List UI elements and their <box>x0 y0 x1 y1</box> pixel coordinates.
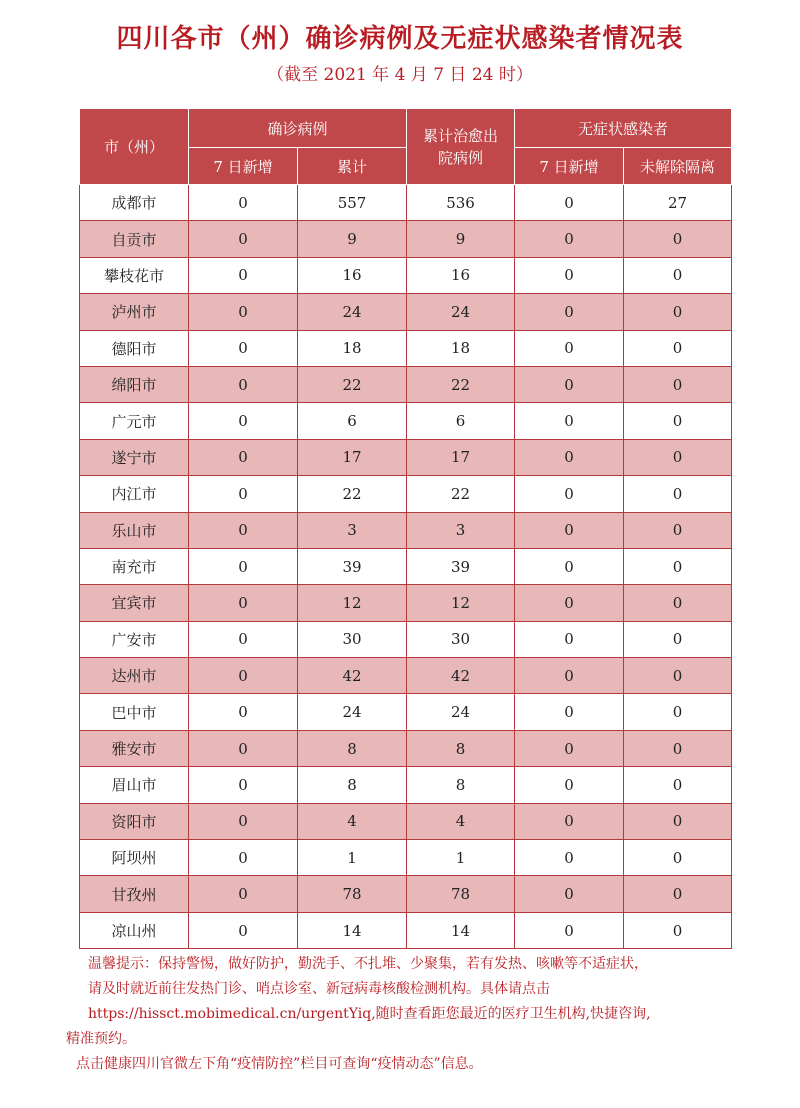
table-row <box>80 658 732 694</box>
cell-cured: 17 <box>407 439 515 475</box>
cell-cured: 18 <box>407 330 515 366</box>
cell-city: 阿坝州 <box>80 840 189 876</box>
cell-isolated: 27 <box>624 185 732 221</box>
tip-line-1: 温馨提示：保持警惕，做好防护，勤洗手、不扎堆、少聚集，若有发热、咳嗽等不适症状， <box>88 956 648 972</box>
cell-city: 宜宾市 <box>80 585 189 621</box>
header-asymptomatic: 无症状感染者 <box>515 109 732 148</box>
cell-asym-new7: 0 <box>515 185 624 221</box>
cell-total: 42 <box>298 658 407 694</box>
cell-isolated: 0 <box>624 840 732 876</box>
cell-isolated: 0 <box>624 439 732 475</box>
cell-new7: 0 <box>189 694 298 730</box>
cell-new7: 0 <box>189 366 298 402</box>
cell-total: 3 <box>298 512 407 548</box>
table-row <box>80 439 732 475</box>
cell-total: 30 <box>298 621 407 657</box>
cell-total: 14 <box>298 912 407 948</box>
cell-asym-new7: 0 <box>515 730 624 766</box>
table-body <box>80 185 732 949</box>
cell-new7: 0 <box>189 730 298 766</box>
cell-city: 广元市 <box>80 403 189 439</box>
header-city: 市（州） <box>80 109 189 185</box>
cell-isolated: 0 <box>624 767 732 803</box>
cell-cured: 14 <box>407 912 515 948</box>
cell-city: 眉山市 <box>80 767 189 803</box>
cell-asym-new7: 0 <box>515 294 624 330</box>
cell-asym-new7: 0 <box>515 439 624 475</box>
cell-isolated: 0 <box>624 658 732 694</box>
cell-new7: 0 <box>189 257 298 293</box>
table-row <box>80 366 732 402</box>
cell-total: 8 <box>298 767 407 803</box>
cell-asym-new7: 0 <box>515 621 624 657</box>
cell-new7: 0 <box>189 803 298 839</box>
cell-isolated: 0 <box>624 366 732 402</box>
cell-new7: 0 <box>189 294 298 330</box>
table-row <box>80 767 732 803</box>
cell-new7: 0 <box>189 585 298 621</box>
cell-city: 泸州市 <box>80 294 189 330</box>
cell-asym-new7: 0 <box>515 840 624 876</box>
cell-city: 巴中市 <box>80 694 189 730</box>
cell-city: 资阳市 <box>80 803 189 839</box>
cell-cured: 78 <box>407 876 515 912</box>
cell-new7: 0 <box>189 621 298 657</box>
cell-asym-new7: 0 <box>515 694 624 730</box>
cell-total: 9 <box>298 221 407 257</box>
cell-isolated: 0 <box>624 585 732 621</box>
cell-total: 557 <box>298 185 407 221</box>
table-row <box>80 876 732 912</box>
cell-asym-new7: 0 <box>515 403 624 439</box>
cell-city: 南充市 <box>80 548 189 584</box>
case-table <box>79 108 732 949</box>
table-row <box>80 840 732 876</box>
cell-city: 攀枝花市 <box>80 257 189 293</box>
cell-new7: 0 <box>189 548 298 584</box>
table-row <box>80 621 732 657</box>
cell-cured: 22 <box>407 366 515 402</box>
table-row <box>80 403 732 439</box>
cell-total: 1 <box>298 840 407 876</box>
page-title: 四川各市（州）确诊病例及无症状感染者情况表 <box>116 24 684 54</box>
cell-new7: 0 <box>189 658 298 694</box>
cell-cured: 6 <box>407 403 515 439</box>
cell-city: 雅安市 <box>80 730 189 766</box>
cell-asym-new7: 0 <box>515 803 624 839</box>
cell-total: 12 <box>298 585 407 621</box>
table-row <box>80 257 732 293</box>
cell-cured: 24 <box>407 294 515 330</box>
cell-isolated: 0 <box>624 294 732 330</box>
cell-cured: 9 <box>407 221 515 257</box>
cell-total: 22 <box>298 366 407 402</box>
cell-cured: 3 <box>407 512 515 548</box>
cell-cured: 22 <box>407 476 515 512</box>
header-cumulative: 累计 <box>298 148 407 185</box>
table-row <box>80 476 732 512</box>
table-row <box>80 803 732 839</box>
cell-city: 广安市 <box>80 621 189 657</box>
cell-city: 绵阳市 <box>80 366 189 402</box>
cell-new7: 0 <box>189 221 298 257</box>
cell-city: 内江市 <box>80 476 189 512</box>
cell-new7: 0 <box>189 330 298 366</box>
cell-total: 24 <box>298 294 407 330</box>
cell-isolated: 0 <box>624 730 732 766</box>
cell-cured: 16 <box>407 257 515 293</box>
cell-cured: 39 <box>407 548 515 584</box>
cell-new7: 0 <box>189 840 298 876</box>
table-row <box>80 730 732 766</box>
cell-city: 成都市 <box>80 185 189 221</box>
cell-city: 达州市 <box>80 658 189 694</box>
cell-cured: 8 <box>407 767 515 803</box>
cell-new7: 0 <box>189 439 298 475</box>
cell-cured: 24 <box>407 694 515 730</box>
page-subtitle: （截至 2021 年 4 月 7 日 24 时） <box>267 65 533 85</box>
cell-asym-new7: 0 <box>515 476 624 512</box>
cell-isolated: 0 <box>624 257 732 293</box>
cell-city: 凉山州 <box>80 912 189 948</box>
cell-asym-new7: 0 <box>515 912 624 948</box>
cell-isolated: 0 <box>624 403 732 439</box>
cell-cured: 42 <box>407 658 515 694</box>
cell-total: 78 <box>298 876 407 912</box>
cell-isolated: 0 <box>624 221 732 257</box>
cell-isolated: 0 <box>624 476 732 512</box>
table-row <box>80 912 732 948</box>
cell-total: 18 <box>298 330 407 366</box>
cell-total: 16 <box>298 257 407 293</box>
cell-cured: 4 <box>407 803 515 839</box>
cell-new7: 0 <box>189 912 298 948</box>
tip-link-line[interactable]: https://hissct.mobimedical.cn/urgentYiq,随时查看距您最近的医疗卫生机构,快捷咨询, <box>88 1006 651 1022</box>
cell-asym-new7: 0 <box>515 330 624 366</box>
table-row <box>80 294 732 330</box>
cell-cured: 12 <box>407 585 515 621</box>
tip-line-2: 请及时就近前往发热门诊、哨点诊室、新冠病毒核酸检测机构。具体请点击 <box>88 981 550 997</box>
cell-total: 22 <box>298 476 407 512</box>
table-row <box>80 585 732 621</box>
cell-isolated: 0 <box>624 512 732 548</box>
cell-new7: 0 <box>189 476 298 512</box>
cell-city: 甘孜州 <box>80 876 189 912</box>
cell-new7: 0 <box>189 767 298 803</box>
cell-cured: 536 <box>407 185 515 221</box>
cell-new7: 0 <box>189 512 298 548</box>
cell-city: 乐山市 <box>80 512 189 548</box>
cell-asym-new7: 0 <box>515 221 624 257</box>
header-confirmed: 确诊病例 <box>189 109 407 148</box>
header-new7: 7 日新增 <box>189 148 298 185</box>
cell-total: 17 <box>298 439 407 475</box>
cell-asym-new7: 0 <box>515 658 624 694</box>
tip-line-5: 点击健康四川官微左下角“疫情防控”栏目可查询“疫情动态”信息。 <box>76 1056 483 1072</box>
header-asym-isolated: 未解除隔离 <box>624 148 732 185</box>
cell-new7: 0 <box>189 185 298 221</box>
cell-cured: 30 <box>407 621 515 657</box>
cell-total: 39 <box>298 548 407 584</box>
cell-asym-new7: 0 <box>515 767 624 803</box>
table-row <box>80 512 732 548</box>
cell-city: 自贡市 <box>80 221 189 257</box>
cell-total: 4 <box>298 803 407 839</box>
cell-asym-new7: 0 <box>515 585 624 621</box>
cell-asym-new7: 0 <box>515 257 624 293</box>
header-cured: 累计治愈出院病例 <box>407 109 515 185</box>
cell-asym-new7: 0 <box>515 548 624 584</box>
cell-asym-new7: 0 <box>515 876 624 912</box>
cell-isolated: 0 <box>624 621 732 657</box>
cell-asym-new7: 0 <box>515 512 624 548</box>
table-row <box>80 694 732 730</box>
cell-new7: 0 <box>189 403 298 439</box>
cell-city: 遂宁市 <box>80 439 189 475</box>
table-row <box>80 221 732 257</box>
cell-total: 24 <box>298 694 407 730</box>
cell-isolated: 0 <box>624 548 732 584</box>
table-row <box>80 330 732 366</box>
cell-cured: 1 <box>407 840 515 876</box>
cell-isolated: 0 <box>624 694 732 730</box>
tip-line-4: 精准预约。 <box>66 1031 136 1047</box>
cell-city: 德阳市 <box>80 330 189 366</box>
table-header <box>80 109 732 185</box>
tips-section <box>66 952 756 1077</box>
table-row <box>80 185 732 221</box>
cell-cured: 8 <box>407 730 515 766</box>
table-row <box>80 548 732 584</box>
cell-total: 6 <box>298 403 407 439</box>
header-asym-new7: 7 日新增 <box>515 148 624 185</box>
cell-total: 8 <box>298 730 407 766</box>
cell-isolated: 0 <box>624 330 732 366</box>
cell-new7: 0 <box>189 876 298 912</box>
cell-asym-new7: 0 <box>515 366 624 402</box>
cell-isolated: 0 <box>624 876 732 912</box>
cell-isolated: 0 <box>624 803 732 839</box>
cell-isolated: 0 <box>624 912 732 948</box>
